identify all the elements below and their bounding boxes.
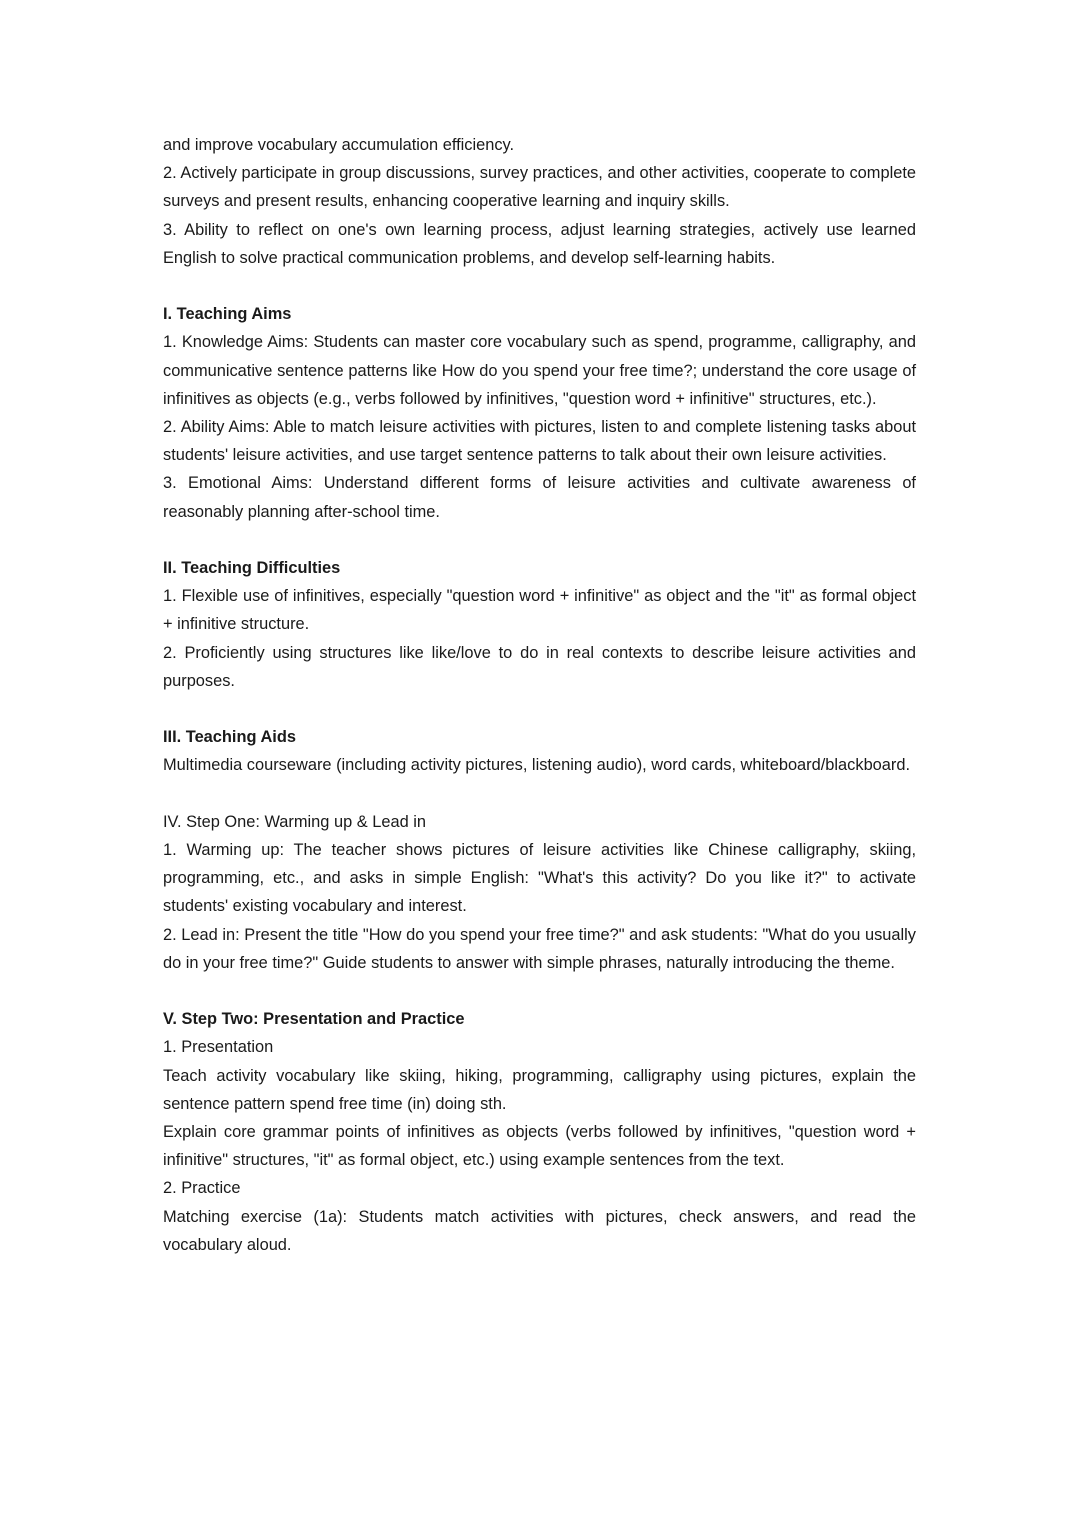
intro-paragraph-1: and improve vocabulary accumulation efficiency. xyxy=(163,136,515,154)
presentation-subheading: 1. Presentation xyxy=(163,1038,274,1057)
presentation-paragraph-1: Teach activity vocabulary like skiing, hiking, programming, calligraphy using pictures, explain the sentence pattern spend free time (in) doing sth. xyxy=(163,1066,916,1113)
difficulty-paragraph-1: 1. Flexible use of infinitives, especially "question word + infinitive" as object and the "it" as formal object + infinitive structure. xyxy=(163,587,916,634)
section-spacer xyxy=(163,695,916,723)
difficulty-paragraph-2: 2. Proficiently using structures like like/love to do in real contexts to describe leisure activities and purposes. xyxy=(163,643,916,690)
section-spacer xyxy=(163,526,916,554)
practice-subheading: 2. Practice xyxy=(163,1179,241,1198)
section-spacer xyxy=(163,272,916,300)
step-two-heading: V. Step Two: Presentation and Practice xyxy=(163,1010,465,1029)
section-spacer xyxy=(163,780,916,808)
warming-up-paragraph: 1. Warming up: The teacher shows pictures of leisure activities like Chinese calligraphy, skiing, programming, etc., and asks in simple English: "What's this activity? Do you like it?" to activate students' existing vocabulary and interest. xyxy=(163,841,916,916)
teaching-aids-heading: III. Teaching Aids xyxy=(163,728,296,747)
teaching-aims-heading: I. Teaching Aims xyxy=(163,305,292,324)
practice-paragraph: Matching exercise (1a): Students match activities with pictures, check answers, and read the vocabulary aloud. xyxy=(163,1207,916,1254)
document-page xyxy=(163,131,916,1259)
teaching-aids-paragraph: Multimedia courseware (including activity pictures, listening audio), word cards, whiteboard/blackboard. xyxy=(163,756,911,775)
presentation-paragraph-2: Explain core grammar points of infinitives as objects (verbs followed by infinitives, "question word + infinitive" structures, "it" as formal object, etc.) using example sentences from the text. xyxy=(163,1123,916,1170)
teaching-difficulties-heading: II. Teaching Difficulties xyxy=(163,559,341,578)
step-one-heading: IV. Step One: Warming up & Lead in xyxy=(163,812,427,831)
intro-paragraph-3: 3. Ability to reflect on one's own learning process, adjust learning strategies, actively use learned English to solve practical communication problems, and develop self-learning habits. xyxy=(163,220,916,267)
section-spacer xyxy=(163,977,916,1005)
intro-paragraph-2: 2. Actively participate in group discussions, survey practices, and other activities, cooperate to complete surveys and present results, enhancing cooperative learning and inquiry skills. xyxy=(163,164,916,211)
emotional-aims-paragraph: 3. Emotional Aims: Understand different forms of leisure activities and cultivate awareness of reasonably planning after-school time. xyxy=(163,474,916,521)
lead-in-paragraph: 2. Lead in: Present the title "How do you spend your free time?" and ask students: "What do you usually do in your free time?" Guide students to answer with simple phrases, naturally introducing the theme. xyxy=(163,925,916,972)
knowledge-aims-paragraph: 1. Knowledge Aims: Students can master core vocabulary such as spend, programme, calligraphy, and communicative sentence patterns like How do you spend your free time?; understand the core usage of infinitives as objects (e.g., verbs followed by infinitives, "question word + infinitive" structures, etc.). xyxy=(163,333,916,408)
ability-aims-paragraph: 2. Ability Aims: Able to match leisure activities with pictures, listen to and complete listening tasks about students' leisure activities, and use target sentence patterns to talk about their own leisure activities. xyxy=(163,418,916,465)
